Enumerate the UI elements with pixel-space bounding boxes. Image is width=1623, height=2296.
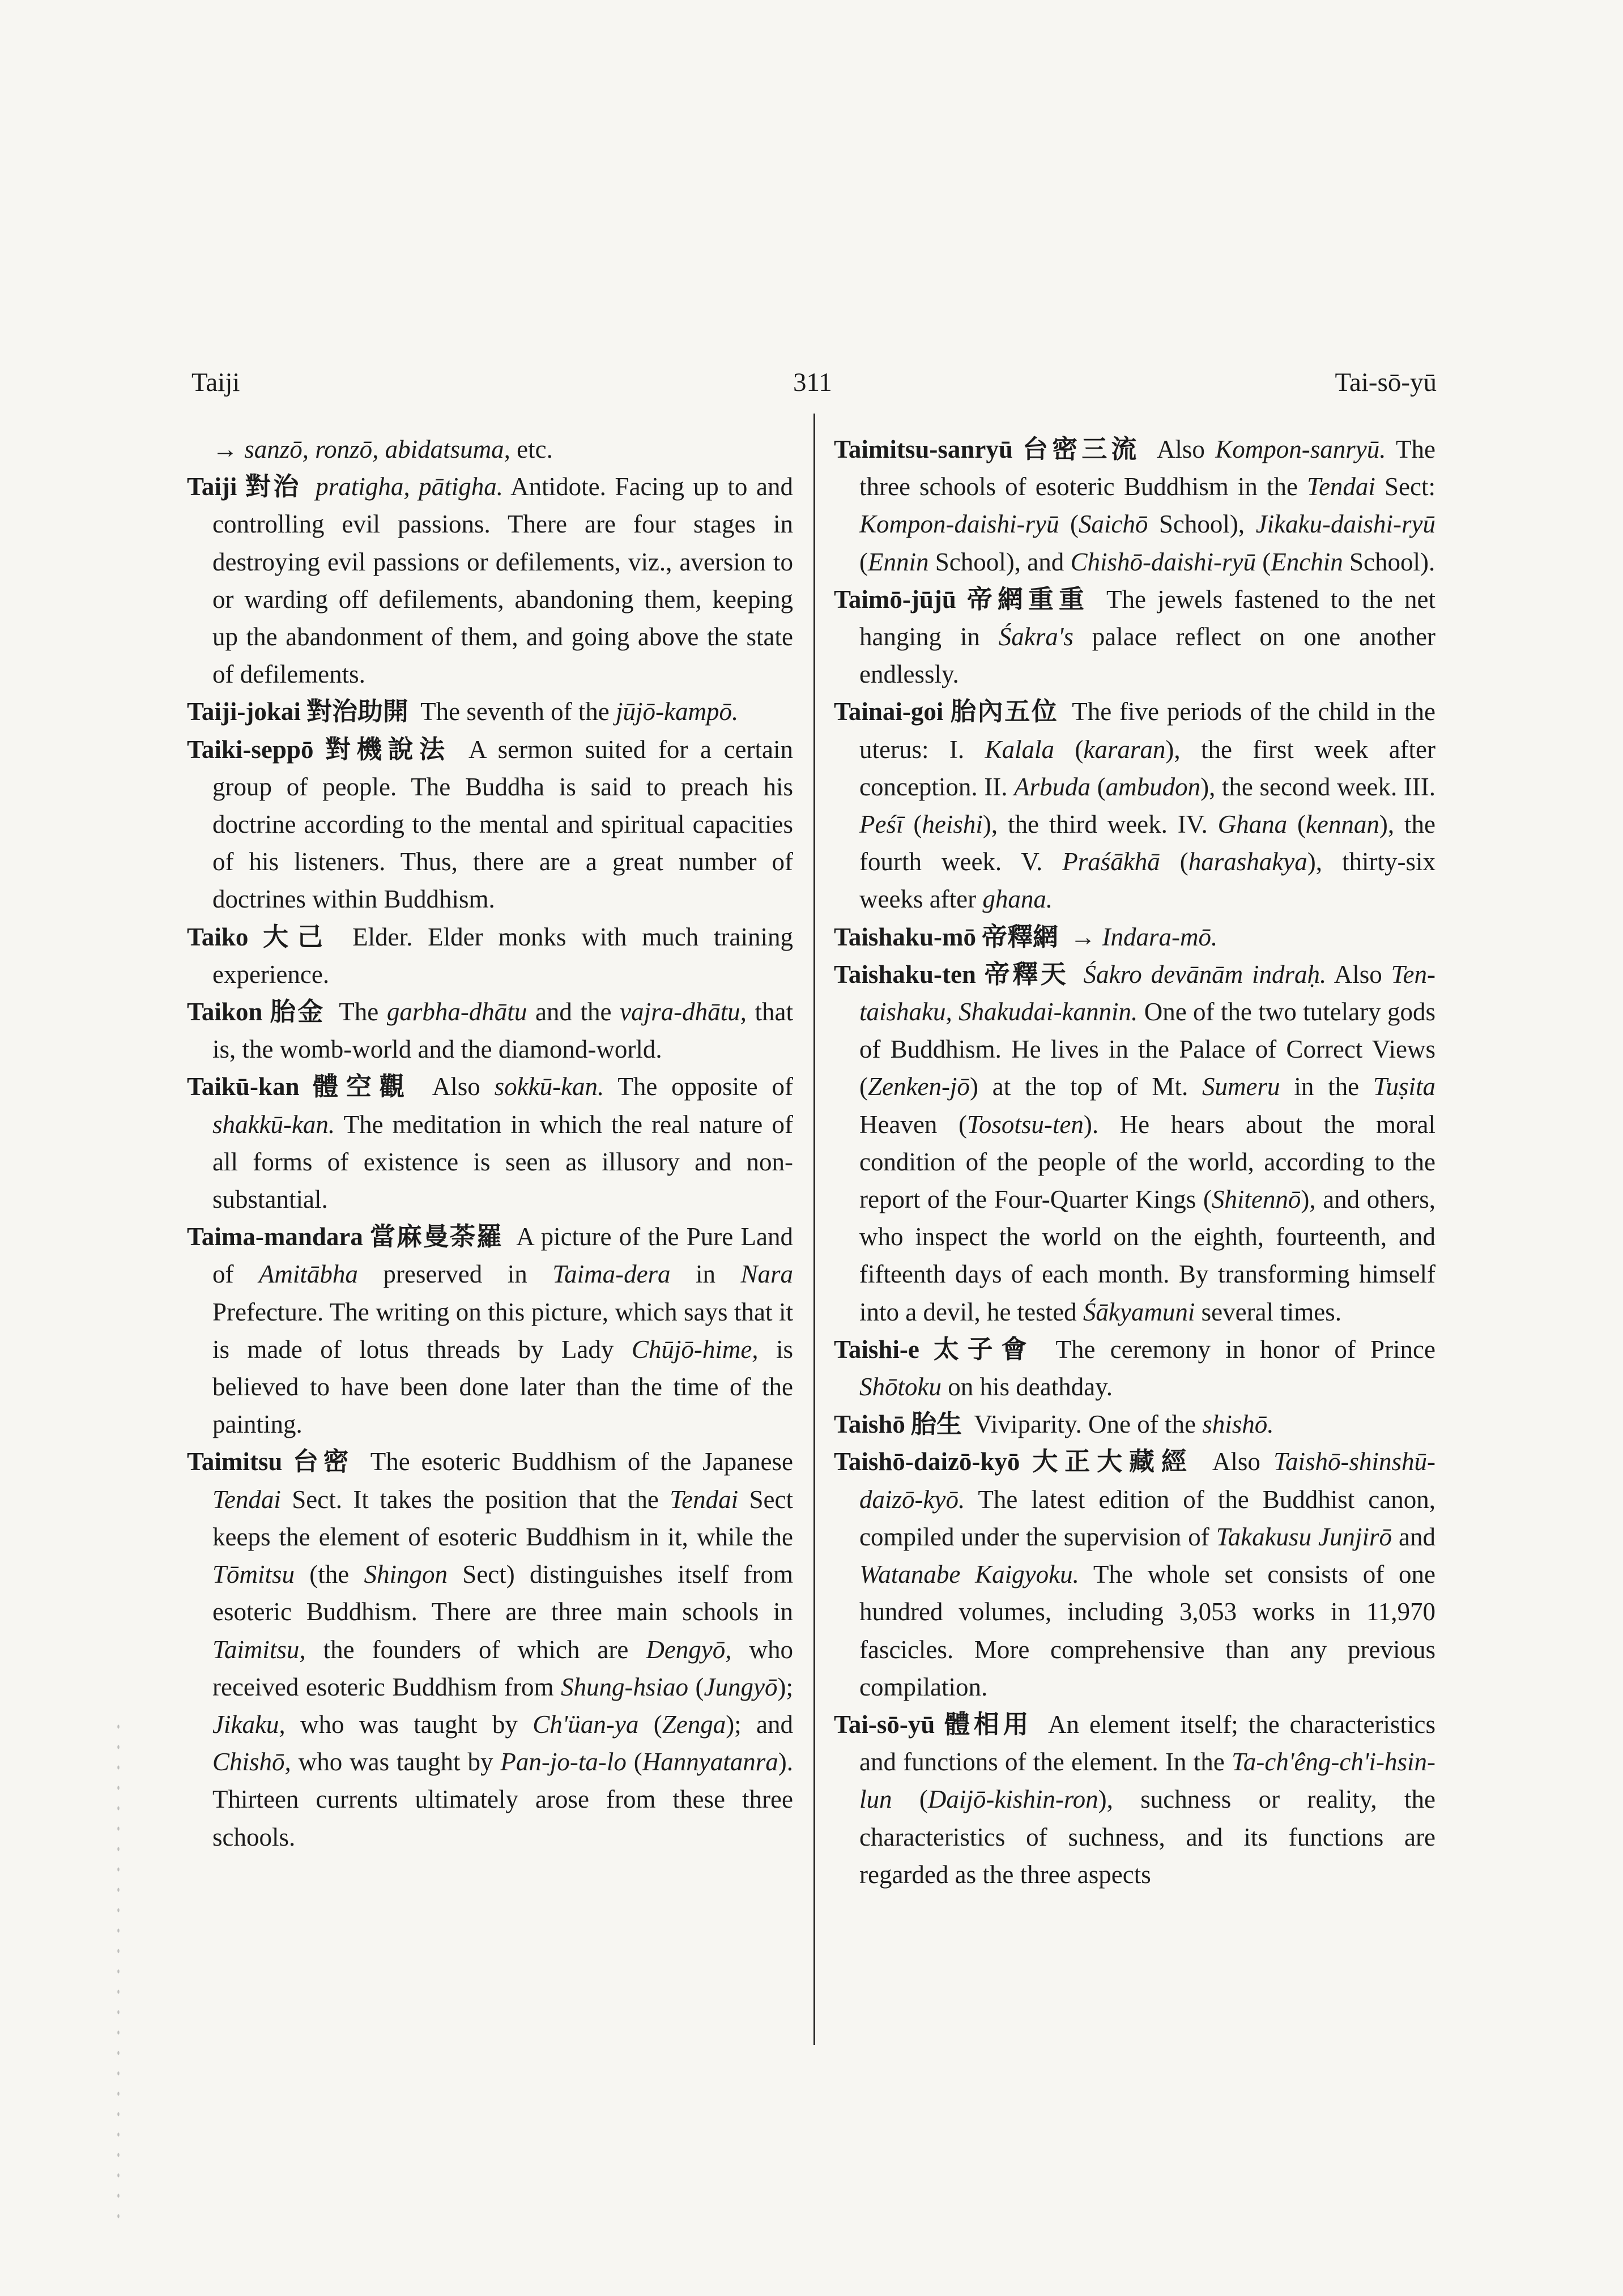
entry-definition: The garbha-dhātu and the vajra-dhātu, that is, the womb-world and the diamond-world.: [212, 998, 793, 1064]
dictionary-entry: [187, 431, 793, 468]
right-column: [834, 431, 1435, 1893]
entry-headword: Taishō-daizō-kyō: [834, 1447, 1020, 1476]
entry-headword: Taishi-e: [834, 1335, 919, 1364]
page-header: [191, 367, 1437, 407]
entry-kanji: 台密: [288, 1447, 354, 1476]
entry-definition: A sermon suited for a certain group of people. The Buddha is said to preach his doctrine according to the mental and spiritual capacities of his listeners. Thus, there are a great number of doctrines within Buddhism.: [212, 735, 793, 914]
entry-kanji: 體相用: [940, 1710, 1033, 1739]
entry-headword: Taima-mandara: [187, 1222, 363, 1251]
entry-definition: The seventh of the jūjō-kampō.: [414, 697, 739, 726]
entry-kanji: 帝網重重: [961, 585, 1089, 614]
scan-specks: [113, 1716, 125, 2226]
entry-definition: The jewels fastened to the net hanging in Śakra's palace reflect on one another endlessly.: [859, 585, 1435, 689]
dictionary-entry: [187, 1443, 793, 1855]
entry-kanji: 太子會: [925, 1335, 1036, 1364]
dictionary-entry: [834, 956, 1435, 1331]
entry-headword: Tai-sō-yū: [834, 1710, 935, 1739]
entry-definition: Elder. Elder monks with much training experience.: [212, 922, 793, 989]
dictionary-entry: [834, 1405, 1435, 1443]
left-column: [187, 431, 793, 1856]
entry-headword: Taiko: [187, 922, 249, 951]
entry-kanji: 台密三流: [1018, 435, 1141, 463]
left-guide-word: Taiji: [191, 368, 240, 397]
entry-headword: Taishaku-ten: [834, 960, 976, 989]
entry-kanji: 對治助開: [306, 697, 408, 726]
entry-definition: The esoteric Buddhism of the Japanese Tendai Sect. It takes the position that the Tendai Sect keeps the element of esoteric Buddhism in it, while the Tōmitsu (the Shingon Sect) distinguishes itself from esoteric Buddhism. There are three main schools in Taimitsu, the founders of which are Dengyō, who received esoteric Buddhism from Shung-hsiao (Jungyō); Jikaku, who was taught by Ch'üan-ya (Zenga); and Chishō, who was taught by Pan-jo-ta-lo (Hannyatanra). Thirteen currents ultimately arose from these three schools.: [212, 1447, 793, 1851]
dictionary-entry: [187, 468, 793, 693]
entry-definition: Also sokkū-kan. The opposite of shakkū-kan. The meditation in which the real nature of all forms of existence is seen as illusory and non-substantial.: [212, 1072, 793, 1214]
entry-kanji: 帝釋天: [981, 960, 1069, 989]
entry-kanji: 胎生: [910, 1410, 962, 1439]
dictionary-entry: [834, 1706, 1435, 1893]
entry-kanji: 胎金: [268, 998, 325, 1026]
entry-definition: A picture of the Pure Land of Amitābha preserved in Taima-dera in Nara Prefecture. The writing on this picture, which says that it is made of lotus threads by Lady Chūjō-hime, is believed to have been done later than the time of the painting.: [212, 1222, 793, 1439]
dictionary-entry: [187, 693, 793, 730]
entry-kanji: 對機說法: [319, 735, 451, 764]
entry-definition: → Indara-mō.: [1063, 922, 1218, 951]
entry-headword: Taimitsu: [187, 1447, 283, 1476]
entry-kanji: 當麻曼荼羅: [368, 1222, 504, 1251]
entry-kanji: 對治: [242, 472, 301, 501]
entry-headword: Taishaku-mō: [834, 922, 976, 951]
entry-headword: Taimō-jūjū: [834, 585, 956, 614]
entry-kanji: 大正大藏經: [1025, 1447, 1194, 1476]
dictionary-entry: [834, 1331, 1435, 1405]
entry-headword: Taishō: [834, 1410, 905, 1439]
entry-headword: Taikū-kan: [187, 1072, 300, 1101]
entry-definition: → sanzō, ronzō, abidatsuma, etc.: [212, 435, 553, 463]
dictionary-entry: [834, 918, 1435, 956]
dictionary-entry: [187, 918, 793, 993]
entry-kanji: 大己: [254, 922, 332, 951]
entry-headword: Tainai-goi: [834, 697, 944, 726]
entry-definition: Also Taishō-shinshū-daizō-kyō. The latest edition of the Buddhist canon, compiled under the supervision of Takakusu Junjirō and Watanabe Kaigyoku. The whole set consists of one hundred volumes, including 3,053 works in 11,970 fascicles. More comprehensive than any previous compilation.: [859, 1447, 1435, 1701]
dictionary-entry: [187, 1068, 793, 1218]
entry-headword: Taiji: [187, 472, 237, 501]
dictionary-entry: [187, 731, 793, 918]
entry-headword: Taiki-seppō: [187, 735, 314, 764]
entry-definition: Also Kompon-sanryū. The three schools of esoteric Buddhism in the Tendai Sect: Kompon-daishi-ryū (Saichō School), Jikaku-daishi-ryū (Ennin School), and Chishō-daishi-ryū (Enchin School).: [859, 435, 1435, 576]
entry-definition: Śakro devānām indraḥ. Also Ten-taishaku, Shakudai-kannin. One of the two tutelary gods of Buddhism. He lives in the Palace of Correct Views (Zenken-jō) at the top of Mt. Sumeru in the Tuṣita Heaven (Tosotsu-ten). He hears about the moral condition of the people of the world, according to the report of the Four-Quarter Kings (Shitennō), and others, who inspect the world on the eighth, fourteenth, and fifteenth days of each month. By transforming himself into a devil, he tested Śākyamuni several times.: [859, 960, 1435, 1326]
entry-definition: An element itself; the characteristics and functions of the element. In the Ta-ch'êng-ch'i-hsin-lun (Daijō-kishin-ron), suchness or reality, the characteristics of suchness, and its functions are regarded as the three aspects: [859, 1710, 1435, 1889]
column-divider: [813, 414, 815, 2045]
dictionary-entry: [834, 693, 1435, 918]
right-guide-word: Tai-sō-yū: [1335, 368, 1437, 397]
entry-definition: The ceremony in honor of Prince Shōtoku on his deathday.: [859, 1335, 1435, 1402]
dictionary-entry: [834, 431, 1435, 581]
entry-kanji: 胎內五位: [949, 697, 1059, 726]
entry-kanji: 體空觀: [305, 1072, 412, 1101]
entry-definition: Viviparity. One of the shishō.: [967, 1410, 1274, 1439]
entry-headword: Taiji-jokai: [187, 697, 301, 726]
page-number: 311: [793, 368, 832, 397]
entry-headword: Taikon: [187, 998, 263, 1026]
entry-headword: Taimitsu-sanryū: [834, 435, 1013, 463]
dictionary-entry: [187, 993, 793, 1068]
dictionary-entry: [834, 1443, 1435, 1705]
entry-kanji: 帝釋網: [981, 922, 1058, 951]
entry-definition: The five periods of the child in the uterus: I. Kalala (kararan), the first week after conception. II. Arbuda (ambudon), the second week. III. Peśī (heishi), the third week. IV. Ghana (kennan), the fourth week. V. Praśākhā (harashakya), thirty-six weeks after ghana.: [859, 697, 1435, 914]
entry-definition: pratigha, pātigha. Antidote. Facing up to and controlling evil passions. There are four stages in destroying evil passions or defilements, viz., aversion to or warding off defilements, abandoning them, keeping up the abandonment of them, and going above the state of defilements.: [212, 472, 793, 689]
dictionary-entry: [834, 581, 1435, 693]
dictionary-entry: [187, 1218, 793, 1443]
